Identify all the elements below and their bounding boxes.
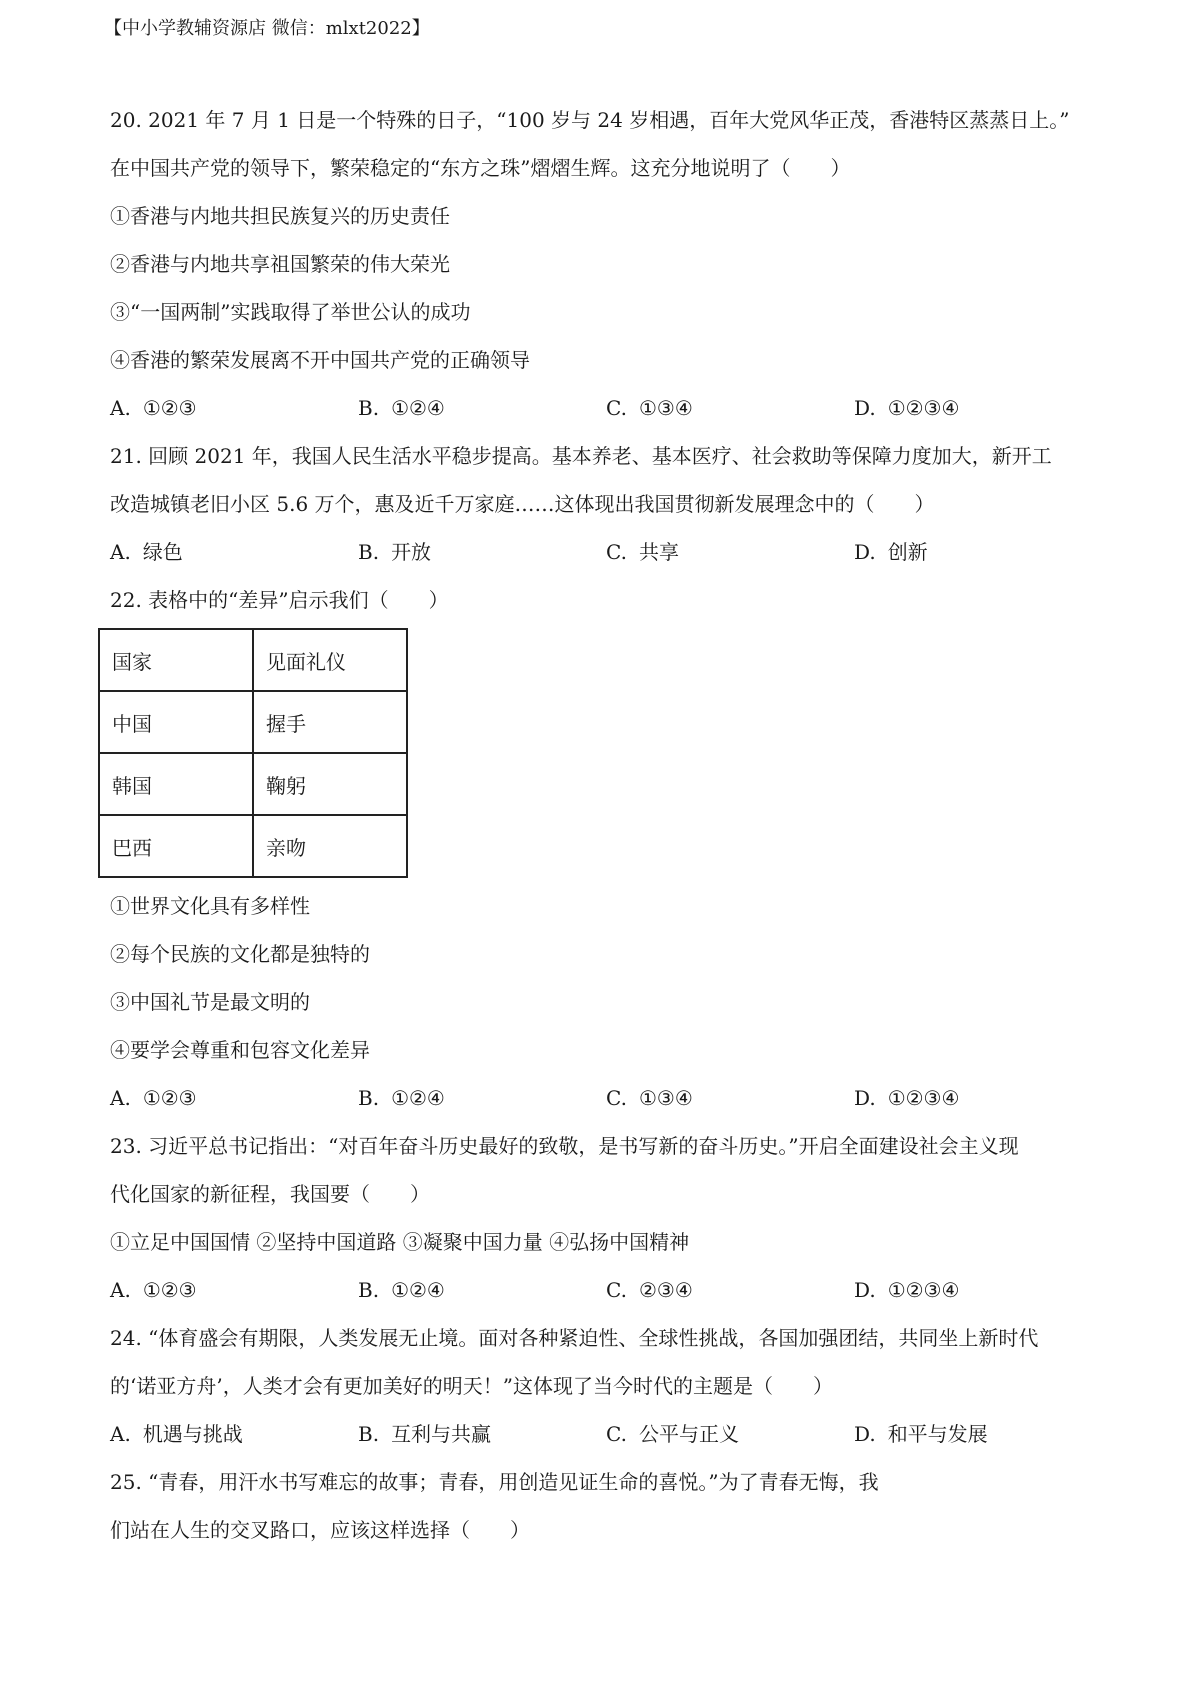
answer-option-b[interactable]: B. 开放: [358, 540, 432, 564]
table-row: [99, 815, 407, 877]
table-row: [99, 691, 407, 753]
table-cell: 鞠躬: [253, 753, 407, 815]
table-header-cell: 见面礼仪: [253, 629, 407, 691]
answer-option-b[interactable]: B. ①②④: [358, 1278, 445, 1302]
table-cell: 握手: [253, 691, 407, 753]
answer-option-d[interactable]: D. 创新: [854, 540, 928, 564]
statement-item: ①世界文化具有多样性: [110, 894, 310, 918]
question-stem-line: 20. 2021 年 7 月 1 日是一个特殊的日子，“100 岁与 24 岁相遇，百年大党风华正茂，香港特区蒸蒸日上。”: [110, 108, 1070, 132]
answer-options: [110, 384, 1110, 432]
question-stem-line: 代化国家的新征程，我国要（ ）: [110, 1182, 430, 1206]
page-header: 【中小学教辅资源店 微信：mlxt2022】: [104, 18, 430, 39]
table-cell: 亲吻: [253, 815, 407, 877]
answer-option-d[interactable]: D. ①②③④: [854, 396, 960, 420]
answer-options: [110, 1074, 1110, 1122]
question-stem-line: 改造城镇老旧小区 5.6 万个，惠及近千万家庭……这体现出我国贯彻新发展理念中的（ ）: [110, 492, 935, 516]
question-24: [110, 1314, 1110, 1458]
question-20: [110, 96, 1110, 432]
answer-option-c[interactable]: C. ②③④: [606, 1278, 693, 1302]
statement-item: ④要学会尊重和包容文化差异: [110, 1038, 370, 1062]
answer-option-a[interactable]: A. ①②③: [110, 1278, 197, 1302]
answer-option-d[interactable]: D. 和平与发展: [854, 1422, 988, 1446]
answer-options: [110, 1266, 1110, 1314]
answer-option-d[interactable]: D. ①②③④: [854, 1278, 960, 1302]
statement-item: ③“一国两制”实践取得了举世公认的成功: [110, 300, 471, 324]
question-21: [110, 432, 1110, 576]
statement-item: ③中国礼节是最文明的: [110, 990, 310, 1014]
answer-option-a[interactable]: A. 绿色: [110, 540, 183, 564]
table-header-cell: 国家: [99, 629, 253, 691]
etiquette-table: [98, 628, 408, 878]
answer-option-a[interactable]: A. ①②③: [110, 1086, 197, 1110]
statement-item: ①香港与内地共担民族复兴的历史责任: [110, 204, 450, 228]
statement-item: ①立足中国国情 ②坚持中国道路 ③凝聚中国力量 ④弘扬中国精神: [110, 1230, 690, 1254]
question-stem-line: 23. 习近平总书记指出：“对百年奋斗历史最好的致敬，是书写新的奋斗历史。”开启全面建设社会主义现: [110, 1134, 1019, 1158]
answer-option-c[interactable]: C. 公平与正义: [606, 1422, 739, 1446]
question-25: [110, 1458, 1110, 1554]
statement-item: ②香港与内地共享祖国繁荣的伟大荣光: [110, 252, 450, 276]
question-stem-line: 在中国共产党的领导下，繁荣稳定的“东方之珠”熠熠生辉。这充分地说明了（ ）: [110, 156, 851, 180]
answer-options: [110, 1410, 1110, 1458]
answer-option-c[interactable]: C. ①③④: [606, 396, 693, 420]
answer-option-d[interactable]: D. ①②③④: [854, 1086, 960, 1110]
statement-item: ④香港的繁荣发展离不开中国共产党的正确领导: [110, 348, 530, 372]
table-cell: 中国: [99, 691, 253, 753]
question-stem-line: 24. “体育盛会有期限，人类发展无止境。面对各种紧迫性、全球性挑战，各国加强团结，共同坐上新时代: [110, 1326, 1039, 1350]
table-row: [99, 629, 407, 691]
question-stem-line: 们站在人生的交叉路口，应该这样选择（ ）: [110, 1518, 530, 1542]
question-stem-line: 21. 回顾 2021 年，我国人民生活水平稳步提高。基本养老、基本医疗、社会救助等保障力度加大，新开工: [110, 444, 1052, 468]
question-22: [110, 576, 1110, 1122]
table-cell: 韩国: [99, 753, 253, 815]
answer-option-c[interactable]: C. ①③④: [606, 1086, 693, 1110]
question-23: [110, 1122, 1110, 1314]
answer-option-c[interactable]: C. 共享: [606, 540, 679, 564]
question-stem-line: 22. 表格中的“差异”启示我们（ ）: [110, 588, 449, 612]
answer-option-b[interactable]: B. 互利与共赢: [358, 1422, 492, 1446]
answer-options: [110, 528, 1110, 576]
exam-content: [110, 96, 1110, 1554]
statement-item: ②每个民族的文化都是独特的: [110, 942, 370, 966]
question-stem-line: 25. “青春，用汗水书写难忘的故事；青春，用创造见证生命的喜悦。”为了青春无悔，我: [110, 1470, 879, 1494]
answer-option-b[interactable]: B. ①②④: [358, 396, 445, 420]
answer-option-a[interactable]: A. ①②③: [110, 396, 197, 420]
table-row: [99, 753, 407, 815]
question-stem-line: 的‘诺亚方舟’，人类才会有更加美好的明天！”这体现了当今时代的主题是（ ）: [110, 1374, 833, 1398]
table-cell: 巴西: [99, 815, 253, 877]
answer-option-b[interactable]: B. ①②④: [358, 1086, 445, 1110]
answer-option-a[interactable]: A. 机遇与挑战: [110, 1422, 243, 1446]
